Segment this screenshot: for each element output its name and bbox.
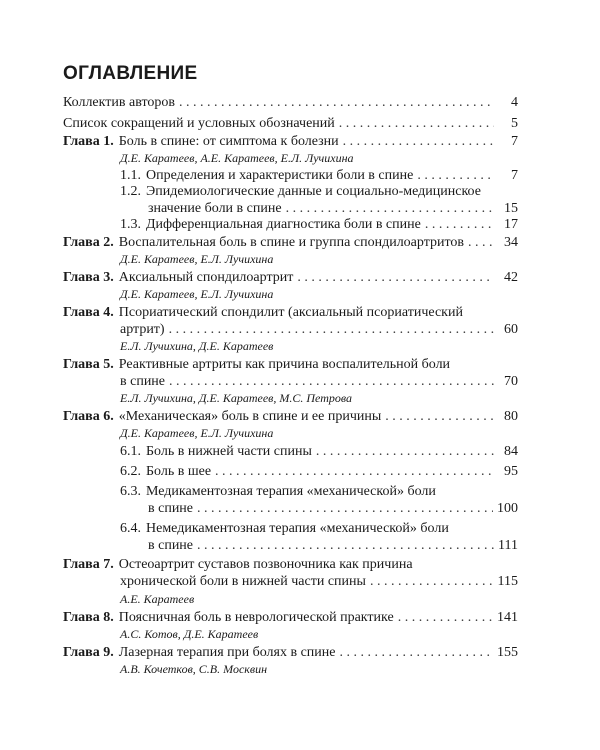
- toc-heading: ОГЛАВЛЕНИЕ: [63, 63, 198, 84]
- toc-chapter-8[interactable]: Глава 8. Поясничная боль в неврологической практике . . . 141: [63, 609, 518, 626]
- toc-chapter-6[interactable]: Глава 6. «Механическая» боль в спине и ее причины . . . 80: [63, 408, 518, 425]
- toc-chapter-7[interactable]: Глава 7. Остеоартрит суставов позвоночника как причина хронической боли в нижней части спины . . . 115: [63, 556, 518, 590]
- toc-section-1-1[interactable]: 1.1. Определения и характеристики боли в спине . . . 7: [120, 167, 518, 184]
- chapter-9-authors: А.В. Кочетков, С.В. Москвин: [120, 662, 268, 676]
- chapter-7-authors: А.Е. Каратеев: [120, 592, 195, 606]
- toc-chapter-5[interactable]: Глава 5. Реактивные артриты как причина воспалительной боли в спине . . . 70: [63, 356, 518, 390]
- toc-section-1-3[interactable]: 1.3. Дифференциальная диагностика боли в спине . . . 17: [120, 216, 518, 233]
- toc-section-6-2[interactable]: 6.2. Боль в шее . . . 95: [120, 463, 518, 480]
- toc-chapter-3[interactable]: Глава 3. Аксиальный спондилоартрит . . . 42: [63, 269, 518, 286]
- toc-chapter-2[interactable]: Глава 2. Воспалительная боль в спине и группа спондилоартритов . . . 34: [63, 234, 518, 251]
- toc-section-1-2[interactable]: 1.2. Эпидемиологические данные и социально-медицинское значение боли в спине . . . 15: [120, 183, 518, 217]
- chapter-5-authors: Е.Л. Лучихина, Д.Е. Каратеев, М.С. Петрова: [120, 391, 353, 405]
- chapter-8-authors: А.С. Котов, Д.Е. Каратеев: [120, 627, 259, 641]
- toc-entry-abbreviations[interactable]: Список сокращений и условных обозначений . . . 5: [63, 115, 518, 132]
- chapter-6-authors: Д.Е. Каратеев, Е.Л. Лучихина: [120, 426, 274, 440]
- toc-entry-authors[interactable]: Коллектив авторов . . . 4: [63, 94, 518, 111]
- chapter-2-authors: Д.Е. Каратеев, Е.Л. Лучихина: [120, 252, 274, 266]
- toc-chapter-9[interactable]: Глава 9. Лазерная терапия при болях в спине . . . 155: [63, 644, 518, 661]
- toc-section-6-1[interactable]: 6.1. Боль в нижней части спины . . . 84: [120, 443, 518, 460]
- chapter-3-authors: Д.Е. Каратеев, Е.Л. Лучихина: [120, 287, 274, 301]
- toc-chapter-4[interactable]: Глава 4. Псориатический спондилит (аксиальный псориатический артрит) . . . 60: [63, 304, 518, 338]
- chapter-1-authors: Д.Е. Каратеев, А.Е. Каратеев, Е.Л. Лучихина: [120, 151, 354, 165]
- toc-section-6-4[interactable]: 6.4. Немедикаментозная терапия «механической» боли в спине . . . 111: [120, 520, 518, 554]
- chapter-4-authors: Е.Л. Лучихина, Д.Е. Каратеев: [120, 339, 274, 353]
- toc-chapter-1[interactable]: Глава 1. Боль в спине: от симптома к болезни . . . 7: [63, 133, 518, 150]
- toc-section-6-3[interactable]: 6.3. Медикаментозная терапия «механической» боли в спине . . . 100: [120, 483, 518, 517]
